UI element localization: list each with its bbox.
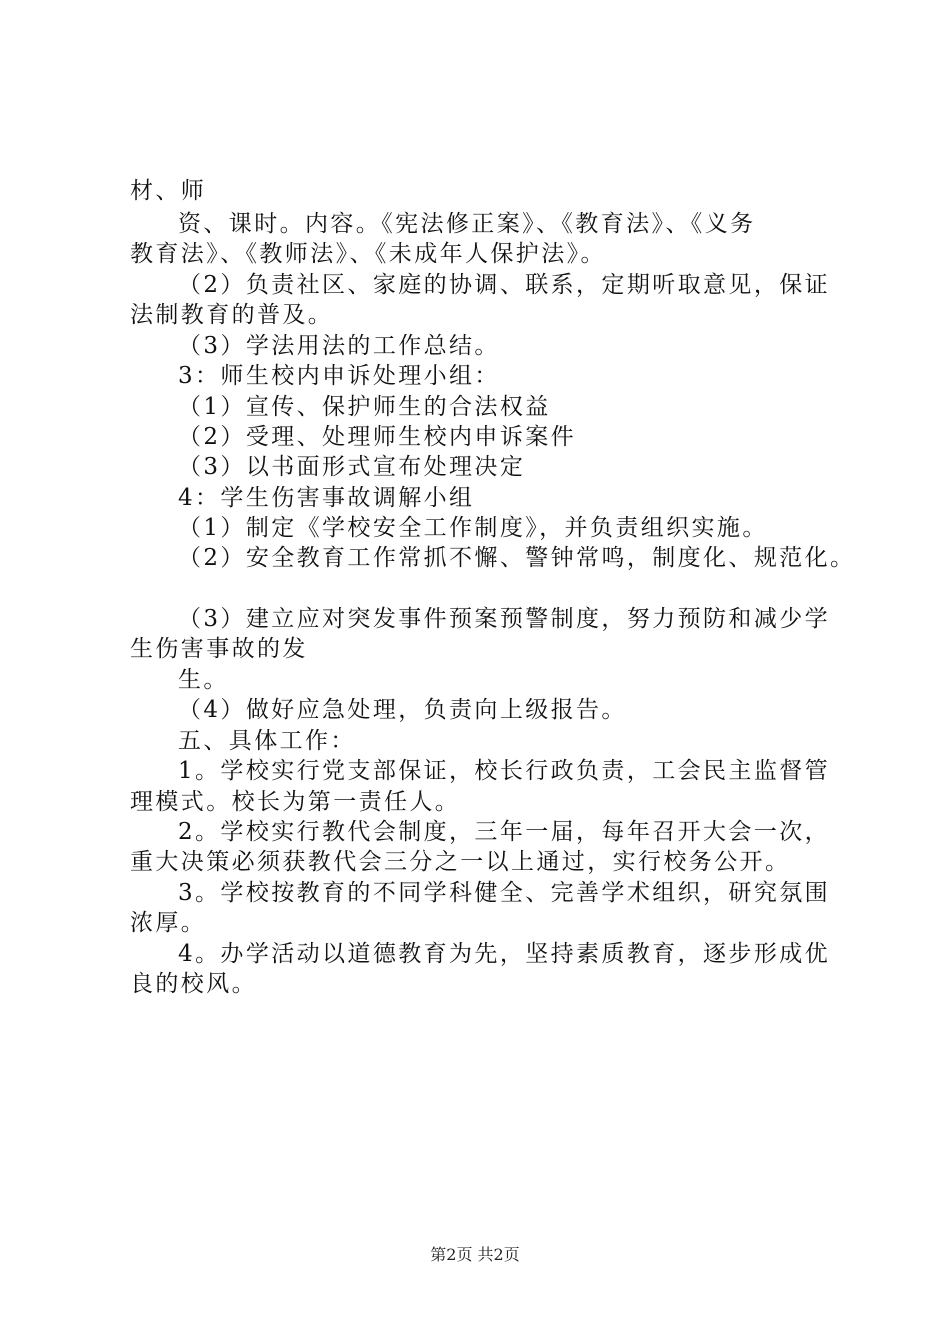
- text-line: 生伤害事故的发: [130, 636, 308, 662]
- text-line: 浓厚。: [130, 910, 207, 936]
- page-number-footer: 第2页 共2页: [430, 1245, 520, 1264]
- text-line: 重大决策必须获教代会三分之一以上通过，实行校务公开。: [130, 849, 791, 875]
- text-line: 1。学校实行党支部保证，校长行政负责，工会民主监督管: [178, 758, 831, 784]
- text-line: 理模式。校长为第一责任人。: [130, 789, 461, 815]
- text-line: 教育法》、《教师法》、《未成年人保护法》。: [130, 241, 606, 267]
- text-line: 生。: [178, 667, 229, 693]
- text-line: 良的校风。: [130, 971, 257, 997]
- text-line: 4。办学活动以道德教育为先，坚持素质教育，逐步形成优: [178, 941, 831, 967]
- text-line: （3）建立应对突发事件预案预警制度，努力预防和减少学: [178, 606, 831, 632]
- text-line: 4：学生伤害事故调解小组: [178, 485, 475, 511]
- text-line: 2。学校实行教代会制度，三年一届，每年召开大会一次，: [178, 819, 831, 845]
- text-line: （1）制定《学校安全工作制度》，并负责组织实施。: [178, 515, 768, 541]
- text-line: 法制教育的普及。: [130, 302, 334, 328]
- text-line: 3：师生校内申诉处理小组：: [178, 363, 500, 389]
- text-line: （1）宣传、保护师生的合法权益: [178, 394, 551, 420]
- text-line: （3）学法用法的工作总结。: [178, 333, 500, 359]
- text-line: （4）做好应急处理，负责向上级报告。: [178, 697, 627, 723]
- text-line: （2）受理、处理师生校内申诉案件: [178, 424, 577, 450]
- text-line: （2）安全教育工作常抓不懈、警钟常鸣，制度化、规范化。: [178, 545, 856, 571]
- text-line: 资、课时。内容。《宪法修正案》、《教育法》、《义务: [178, 211, 756, 237]
- text-line: （3）以书面形式宣布处理决定: [178, 454, 526, 480]
- text-line: （2）负责社区、家庭的协调、联系，定期听取意见，保证: [178, 272, 831, 298]
- text-line: 五、具体工作：: [178, 728, 356, 754]
- text-line: 3。学校按教育的不同学科健全、完善学术组织，研究氛围: [178, 880, 831, 906]
- text-line: 材、师: [130, 178, 207, 204]
